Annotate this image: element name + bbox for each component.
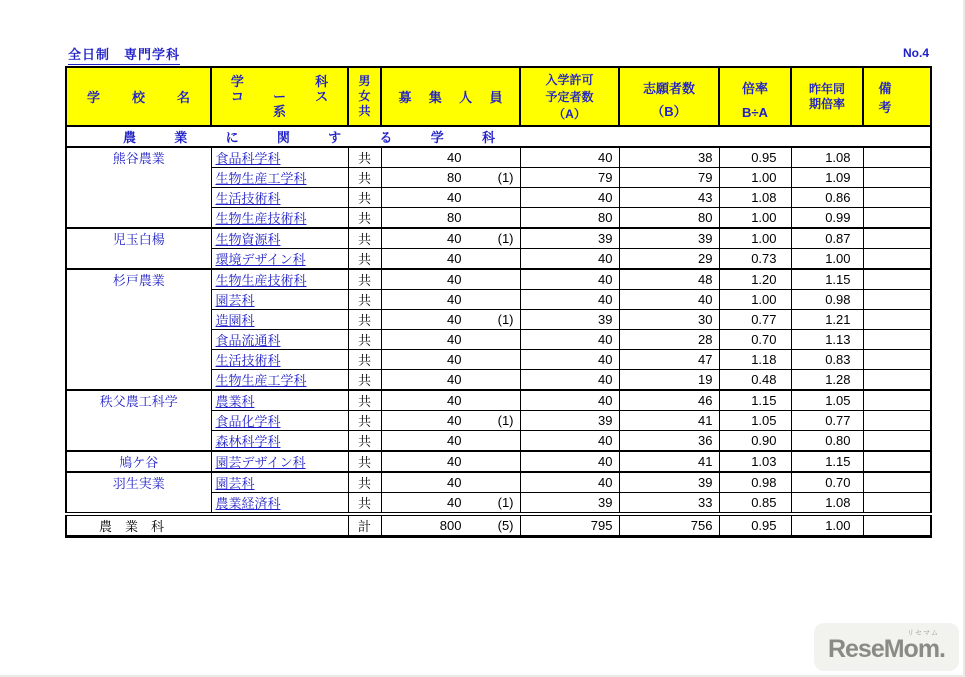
col-header-coed: 男 女 共 <box>348 67 381 126</box>
applicants-cell: 43 <box>619 188 719 208</box>
section-label-cell <box>66 126 931 147</box>
total-recruit-note: (5) <box>497 518 514 533</box>
planned-admissions-cell: 40 <box>520 269 619 290</box>
planned-admissions-cell: 40 <box>520 431 619 452</box>
course-name-cell <box>211 290 348 310</box>
prev-ratio-cell: 1.00 <box>791 249 863 270</box>
applicants-cell: 46 <box>619 390 719 411</box>
recruit-value: 40 <box>447 393 462 408</box>
table-row <box>66 228 931 249</box>
ratio-cell: 1.00 <box>719 208 791 229</box>
coed-cell: 共 <box>348 147 381 168</box>
recruit-value: 40 <box>447 190 462 205</box>
ratio-cell: 1.18 <box>719 350 791 370</box>
logo-text: ReseMom. <box>827 635 945 663</box>
prev-ratio-cell: 1.28 <box>791 370 863 391</box>
table-row <box>66 269 931 290</box>
applicants-cell: 41 <box>619 451 719 472</box>
recruit-value: 40 <box>447 433 462 448</box>
prev-ratio-cell: 1.15 <box>791 451 863 472</box>
recruit-cell <box>381 290 520 310</box>
recruit-value: 40 <box>447 251 462 266</box>
course-name: 園芸デザイン科 <box>215 455 306 470</box>
recruit-note: (1) <box>497 231 514 246</box>
col-header-applicants: 志願者数 （B） <box>619 67 719 126</box>
total-recruit-value: 800 <box>439 518 462 533</box>
ratio-cell: 0.95 <box>719 147 791 168</box>
prev-ratio-cell: 1.09 <box>791 168 863 188</box>
ratio-cell: 1.00 <box>719 168 791 188</box>
ratio-cell: 1.08 <box>719 188 791 208</box>
applicants-cell: 39 <box>619 228 719 249</box>
recruit-cell <box>381 350 520 370</box>
ratio-cell: 1.05 <box>719 411 791 431</box>
coed-cell: 共 <box>348 493 381 515</box>
course-name-cell <box>211 350 348 370</box>
recruit-cell <box>381 493 520 515</box>
col-header-school: 学 校 名 <box>66 67 211 126</box>
admissions-table <box>65 66 932 538</box>
coed-cell: 共 <box>348 451 381 472</box>
school-name-cell: 児玉白楊 <box>66 228 211 269</box>
recruit-cell <box>381 390 520 411</box>
school-name-cell: 熊谷農業 <box>66 147 211 228</box>
coed-cell: 共 <box>348 269 381 290</box>
recruit-note: (1) <box>497 312 514 327</box>
course-name: 園芸科 <box>215 293 255 308</box>
course-name: 食品化学科 <box>215 414 281 429</box>
recruit-value: 40 <box>447 231 462 246</box>
coed-cell: 共 <box>348 370 381 391</box>
coed-cell: 共 <box>348 188 381 208</box>
course-name: 生物生産工学科 <box>215 373 307 388</box>
recruit-value: 40 <box>447 312 462 327</box>
recruit-note: (1) <box>497 495 514 510</box>
course-name: 生物資源科 <box>215 232 281 247</box>
recruit-cell <box>381 208 520 229</box>
course-name-cell <box>211 208 348 229</box>
planned-admissions-cell: 79 <box>520 168 619 188</box>
recruit-cell <box>381 249 520 270</box>
course-name-cell <box>211 147 348 168</box>
recruit-cell <box>381 370 520 391</box>
ratio-cell: 0.48 <box>719 370 791 391</box>
applicants-cell: 39 <box>619 472 719 493</box>
coed-cell: 共 <box>348 431 381 452</box>
col-header-ratio: 倍率 B÷A <box>719 67 791 126</box>
remarks-cell <box>863 310 931 330</box>
course-name: 生物生産技術科 <box>215 273 307 288</box>
ratio-cell: 1.00 <box>719 290 791 310</box>
recruit-value: 40 <box>447 372 462 387</box>
total-label-cell: 農 業 科 <box>66 514 348 537</box>
applicants-cell: 47 <box>619 350 719 370</box>
remarks-cell <box>863 390 931 411</box>
school-name-cell: 杉戸農業 <box>66 269 211 390</box>
recruit-cell <box>381 310 520 330</box>
logo-ruby-text: リセマム <box>907 630 939 637</box>
recruit-value: 40 <box>447 475 462 490</box>
applicants-cell: 79 <box>619 168 719 188</box>
remarks-cell <box>863 208 931 229</box>
remarks-cell <box>863 228 931 249</box>
prev-ratio-cell: 1.08 <box>791 147 863 168</box>
course-name-cell <box>211 310 348 330</box>
applicants-cell: 41 <box>619 411 719 431</box>
course-name-cell <box>211 269 348 290</box>
ratio-cell: 0.90 <box>719 431 791 452</box>
col-header-department: 学 科 コ ー ス 系 <box>211 67 348 126</box>
course-name: 環境デザイン科 <box>215 252 306 267</box>
planned-admissions-cell: 40 <box>520 451 619 472</box>
prev-ratio-cell: 0.99 <box>791 208 863 229</box>
planned-admissions-cell: 39 <box>520 493 619 515</box>
col-header-remarks: 備 考 <box>863 67 931 126</box>
resemom-logo <box>814 623 959 671</box>
applicants-cell: 40 <box>619 290 719 310</box>
recruit-cell <box>381 451 520 472</box>
course-name: 生物生産技術科 <box>215 211 307 226</box>
course-name: 園芸科 <box>215 476 255 491</box>
total-applicants-cell: 756 <box>619 514 719 537</box>
ratio-cell: 0.98 <box>719 472 791 493</box>
col-header-planned: 入学許可 予定者数 （A） <box>520 67 619 126</box>
prev-ratio-cell: 0.86 <box>791 188 863 208</box>
recruit-value: 40 <box>447 292 462 307</box>
remarks-cell <box>863 350 931 370</box>
planned-admissions-cell: 39 <box>520 228 619 249</box>
course-name-cell <box>211 370 348 391</box>
course-name-cell <box>211 411 348 431</box>
col-header-prev-ratio: 昨年同 期倍率 <box>791 67 863 126</box>
coed-cell: 共 <box>348 390 381 411</box>
table-row <box>66 472 931 493</box>
remarks-cell <box>863 370 931 391</box>
planned-admissions-cell: 39 <box>520 310 619 330</box>
prev-ratio-cell: 1.05 <box>791 390 863 411</box>
course-name-cell <box>211 390 348 411</box>
course-name: 農業経済科 <box>215 496 281 511</box>
recruit-cell <box>381 147 520 168</box>
course-name-cell <box>211 228 348 249</box>
course-name-cell <box>211 330 348 350</box>
remarks-cell <box>863 451 931 472</box>
planned-admissions-cell: 80 <box>520 208 619 229</box>
course-name-cell <box>211 249 348 270</box>
remarks-cell <box>863 290 931 310</box>
course-name-cell <box>211 188 348 208</box>
coed-cell: 共 <box>348 208 381 229</box>
remarks-cell <box>863 493 931 515</box>
ratio-cell: 0.85 <box>719 493 791 515</box>
school-name-cell: 羽生実業 <box>66 472 211 514</box>
prev-ratio-cell: 0.77 <box>791 411 863 431</box>
page-number: No.4 <box>902 46 929 60</box>
coed-cell: 共 <box>348 168 381 188</box>
recruit-cell <box>381 228 520 249</box>
recruit-value: 40 <box>447 332 462 347</box>
recruit-cell <box>381 269 520 290</box>
recruit-value: 40 <box>447 413 462 428</box>
remarks-cell <box>863 472 931 493</box>
course-name-cell <box>211 431 348 452</box>
remarks-cell <box>863 188 931 208</box>
course-name-cell <box>211 168 348 188</box>
course-name: 食品流通科 <box>215 333 281 348</box>
col-header-recruit: 募 集 人 員 <box>381 67 520 126</box>
section-row-agriculture <box>66 126 931 147</box>
total-recruit-cell <box>381 514 520 537</box>
remarks-cell <box>863 147 931 168</box>
course-name: 農業科 <box>215 394 255 409</box>
coed-cell: 共 <box>348 228 381 249</box>
coed-cell: 共 <box>348 472 381 493</box>
remarks-cell <box>863 269 931 290</box>
recruit-value: 40 <box>447 272 462 287</box>
recruit-value: 40 <box>447 150 462 165</box>
ratio-cell: 1.15 <box>719 390 791 411</box>
applicants-cell: 38 <box>619 147 719 168</box>
planned-admissions-cell: 40 <box>520 370 619 391</box>
total-planned-cell: 795 <box>520 514 619 537</box>
ratio-cell: 1.20 <box>719 269 791 290</box>
planned-admissions-cell: 40 <box>520 188 619 208</box>
course-name: 生活技術科 <box>215 353 281 368</box>
prev-ratio-cell: 0.70 <box>791 472 863 493</box>
ratio-cell: 0.77 <box>719 310 791 330</box>
recruit-value: 40 <box>447 495 462 510</box>
table-row <box>66 390 931 411</box>
applicants-cell: 80 <box>619 208 719 229</box>
remarks-cell <box>863 249 931 270</box>
planned-admissions-cell: 40 <box>520 330 619 350</box>
recruit-cell <box>381 168 520 188</box>
applicants-cell: 19 <box>619 370 719 391</box>
course-name-cell <box>211 493 348 515</box>
school-name-cell: 鳩ケ谷 <box>66 451 211 472</box>
total-remarks-cell <box>863 514 931 537</box>
total-prev-ratio-cell: 1.00 <box>791 514 863 537</box>
coed-cell: 共 <box>348 350 381 370</box>
recruit-cell <box>381 411 520 431</box>
planned-admissions-cell: 40 <box>520 472 619 493</box>
applicants-cell: 29 <box>619 249 719 270</box>
course-name-cell <box>211 472 348 493</box>
coed-cell: 共 <box>348 310 381 330</box>
coed-cell: 共 <box>348 330 381 350</box>
coed-cell: 共 <box>348 249 381 270</box>
table-row <box>66 451 931 472</box>
prev-ratio-cell: 0.80 <box>791 431 863 452</box>
recruit-value: 40 <box>447 454 462 469</box>
total-row <box>66 514 931 537</box>
recruit-cell <box>381 330 520 350</box>
coed-cell: 共 <box>348 290 381 310</box>
prev-ratio-cell: 0.83 <box>791 350 863 370</box>
course-name: 食品科学科 <box>215 151 281 166</box>
applicants-cell: 36 <box>619 431 719 452</box>
recruit-value: 40 <box>447 352 462 367</box>
recruit-cell <box>381 431 520 452</box>
ratio-cell: 1.03 <box>719 451 791 472</box>
course-name: 生活技術科 <box>215 191 281 206</box>
applicants-cell: 28 <box>619 330 719 350</box>
course-name: 造園科 <box>215 313 255 328</box>
applicants-cell: 30 <box>619 310 719 330</box>
planned-admissions-cell: 40 <box>520 350 619 370</box>
recruit-cell <box>381 472 520 493</box>
recruit-value: 80 <box>447 210 462 225</box>
prev-ratio-cell: 0.98 <box>791 290 863 310</box>
course-name: 生物生産工学科 <box>215 171 307 186</box>
school-name-cell: 秩父農工科学 <box>66 390 211 451</box>
course-name: 森林科学科 <box>215 434 281 449</box>
prev-ratio-cell: 0.87 <box>791 228 863 249</box>
total-sum-cell: 計 <box>348 514 381 537</box>
prev-ratio-cell: 1.15 <box>791 269 863 290</box>
prev-ratio-cell: 1.21 <box>791 310 863 330</box>
remarks-cell <box>863 330 931 350</box>
recruit-cell <box>381 188 520 208</box>
header-row <box>66 67 931 126</box>
recruit-note: (1) <box>497 170 514 185</box>
section-label: 農 業 に 関 す る 学 科 <box>123 130 495 145</box>
applicants-cell: 33 <box>619 493 719 515</box>
ratio-cell: 0.70 <box>719 330 791 350</box>
planned-admissions-cell: 40 <box>520 390 619 411</box>
recruit-value: 80 <box>447 170 462 185</box>
coed-cell: 共 <box>348 411 381 431</box>
planned-admissions-cell: 39 <box>520 411 619 431</box>
recruit-note: (1) <box>497 413 514 428</box>
prev-ratio-cell: 1.08 <box>791 493 863 515</box>
applicants-cell: 48 <box>619 269 719 290</box>
planned-admissions-cell: 40 <box>520 147 619 168</box>
planned-admissions-cell: 40 <box>520 290 619 310</box>
remarks-cell <box>863 431 931 452</box>
page-title: 全日制 専門学科 <box>68 44 180 65</box>
remarks-cell <box>863 168 931 188</box>
ratio-cell: 1.00 <box>719 228 791 249</box>
prev-ratio-cell: 1.13 <box>791 330 863 350</box>
remarks-cell <box>863 411 931 431</box>
course-name-cell <box>211 451 348 472</box>
planned-admissions-cell: 40 <box>520 249 619 270</box>
table-row <box>66 147 931 168</box>
ratio-cell: 0.73 <box>719 249 791 270</box>
total-ratio-cell: 0.95 <box>719 514 791 537</box>
